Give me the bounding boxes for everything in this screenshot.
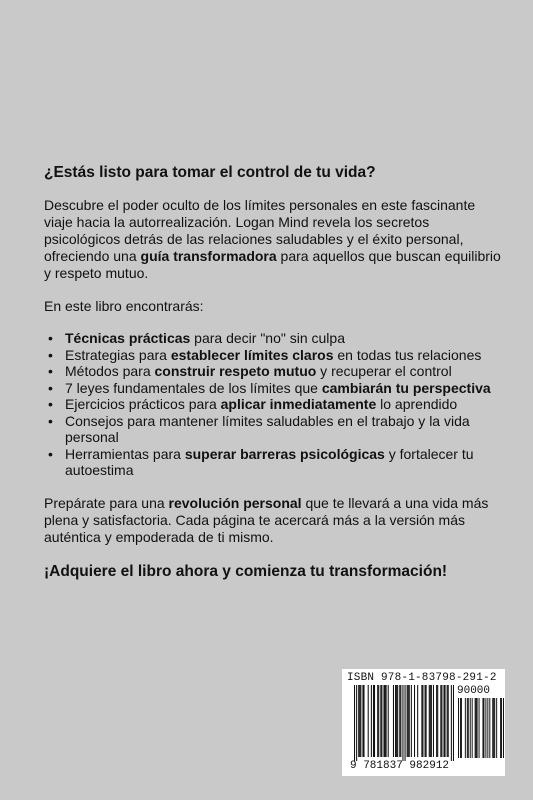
addon-bar bbox=[479, 698, 480, 758]
barcode-bar bbox=[386, 685, 387, 757]
barcode-bar bbox=[407, 685, 408, 757]
barcode-bar bbox=[433, 685, 434, 757]
feature-item bbox=[44, 380, 504, 397]
barcode-bar bbox=[422, 685, 423, 757]
addon-bar bbox=[493, 698, 494, 758]
addon-bar bbox=[460, 698, 461, 758]
barcode-bar bbox=[441, 685, 442, 757]
barcode-bar bbox=[453, 685, 454, 761]
barcode-bar bbox=[378, 685, 379, 757]
cover-text bbox=[44, 163, 504, 581]
text-segment: en todas tus relaciones bbox=[333, 346, 482, 363]
text-segment: Ejercicios prácticos para bbox=[65, 396, 221, 412]
barcode-bar bbox=[402, 685, 403, 761]
barcode-digits: 9 781837 982912 bbox=[350, 760, 450, 772]
text-segment: Estrategias para bbox=[65, 346, 171, 363]
addon-bar bbox=[496, 698, 497, 758]
addon-bar bbox=[487, 698, 488, 758]
barcode-bar bbox=[426, 685, 427, 757]
barcode-bar bbox=[358, 685, 359, 757]
barcode-bar bbox=[445, 685, 446, 757]
barcode-bar bbox=[359, 685, 360, 757]
barcode-bar bbox=[395, 685, 396, 757]
barcode-bar bbox=[383, 685, 384, 757]
barcode-bar bbox=[399, 685, 400, 757]
barcode-bar bbox=[388, 685, 389, 757]
feature-item bbox=[44, 396, 504, 413]
feature-list bbox=[44, 330, 504, 479]
text-segment: Herramientas para bbox=[65, 445, 185, 462]
barcode-bar bbox=[447, 685, 448, 757]
text-segment: que te llevará a una vida más plena y satisfactoria. Cada página te acercará más a la versión más auténtica y empoderada de ti mismo. bbox=[44, 494, 489, 545]
emphasis-text: guía transformadora bbox=[140, 248, 277, 264]
text-segment: Descubre el poder oculto de los límites personales en este fascinante viaje hacia la autorrealización. Logan Mind revela los secretos psicológicos detrás de las relaciones saludables y el éxito personal, ofreciendo una bbox=[44, 197, 476, 264]
addon-bar bbox=[494, 698, 495, 758]
barcode-bar bbox=[377, 685, 378, 757]
addon-bar bbox=[477, 698, 478, 758]
barcode-bar bbox=[430, 685, 431, 757]
barcode-bar bbox=[448, 685, 449, 757]
addon-bar bbox=[475, 698, 476, 758]
isbn-barcode bbox=[342, 669, 505, 776]
barcode-bar bbox=[400, 685, 401, 757]
feature-item bbox=[44, 347, 504, 364]
addon-bar bbox=[485, 698, 486, 758]
feature-item bbox=[44, 446, 504, 479]
addon-bar bbox=[483, 698, 484, 758]
barcode-bar bbox=[443, 685, 444, 757]
emphasis-text: Técnicas prácticas bbox=[65, 330, 191, 346]
barcode-bar bbox=[360, 685, 361, 757]
barcode-bar bbox=[440, 685, 441, 757]
emphasis-text: superar barreras psicológicas bbox=[184, 445, 385, 462]
barcode-bar bbox=[373, 685, 374, 757]
barcode-bar bbox=[408, 685, 409, 757]
barcode-bar bbox=[417, 685, 418, 757]
addon-bar bbox=[467, 698, 468, 758]
text-segment: Métodos para bbox=[65, 363, 155, 379]
headline: ¿Estás listo para tomar el control de tu vida? bbox=[44, 164, 376, 181]
barcode-bar bbox=[405, 685, 406, 761]
text-segment: y recuperar el control bbox=[316, 363, 452, 379]
emphasis-text: aplicar inmediatamente bbox=[220, 396, 377, 412]
isbn-label: ISBN 978-1-83798-291-2 bbox=[347, 672, 497, 684]
ean-barcode-bars bbox=[354, 685, 454, 761]
addon-bar bbox=[492, 698, 493, 758]
addon-bar bbox=[468, 698, 469, 758]
barcode-bar bbox=[414, 685, 415, 757]
barcode-bar bbox=[431, 685, 432, 757]
barcode-bar bbox=[356, 685, 357, 761]
addon-bar bbox=[461, 698, 462, 758]
barcode-bar bbox=[385, 685, 386, 757]
barcode-bar bbox=[374, 685, 375, 757]
addon-bar bbox=[482, 698, 483, 758]
barcode-bar bbox=[354, 685, 355, 761]
barcode-bar bbox=[363, 685, 364, 757]
addon-barcode-bars bbox=[458, 698, 504, 758]
emphasis-text: establecer límites claros bbox=[170, 346, 334, 363]
emphasis-text: cambiarán tu perspectiva bbox=[321, 379, 491, 396]
addon-bar bbox=[476, 698, 477, 758]
addon-bar bbox=[489, 698, 490, 758]
list-intro: En este libro encontrarás: bbox=[44, 298, 204, 314]
barcode-bar bbox=[437, 685, 438, 757]
feature-item bbox=[44, 330, 504, 347]
closing-paragraph bbox=[44, 495, 504, 546]
barcode-bar bbox=[409, 685, 410, 757]
addon-bar bbox=[470, 698, 471, 758]
barcode-bar bbox=[380, 685, 381, 757]
text-segment: 7 leyes fundamentales de los límites que bbox=[65, 379, 322, 396]
price-addon-label: 90000 bbox=[457, 685, 491, 697]
feature-item bbox=[44, 363, 504, 380]
call-to-action: ¡Adquiere el libro ahora y comienza tu transformación! bbox=[44, 562, 448, 580]
text-segment: para decir "no" sin culpa bbox=[190, 330, 345, 346]
text-segment: Consejos para mantener límites saludables en el trabajo y la vida personal bbox=[65, 412, 470, 445]
barcode-bar bbox=[436, 685, 437, 757]
barcode-bar bbox=[421, 685, 422, 757]
barcode-bar bbox=[381, 685, 382, 757]
barcode-bar bbox=[429, 685, 430, 757]
addon-bar bbox=[503, 698, 504, 758]
text-segment: para aquellos que buscan equilibrio y respeto mutuo. bbox=[44, 248, 501, 281]
barcode-bar bbox=[396, 685, 397, 757]
text-segment: y fortalecer tu autoestima bbox=[65, 445, 474, 478]
addon-bar bbox=[458, 698, 459, 758]
text-segment: Prepárate para una bbox=[44, 494, 169, 511]
barcode-bar bbox=[362, 685, 363, 757]
barcode-bar bbox=[371, 685, 372, 757]
barcode-bar bbox=[451, 685, 452, 761]
addon-bar bbox=[465, 698, 466, 758]
emphasis-text: construir respeto mutuo bbox=[154, 363, 317, 379]
barcode-bar bbox=[411, 685, 412, 757]
emphasis-text: revolución personal bbox=[168, 494, 302, 511]
barcode-bar bbox=[397, 685, 398, 757]
addon-bar bbox=[501, 698, 502, 758]
feature-item bbox=[44, 413, 504, 446]
barcode-bar bbox=[393, 685, 394, 757]
barcode-bar bbox=[425, 685, 426, 757]
addon-bar bbox=[472, 698, 473, 758]
addon-bar bbox=[500, 698, 501, 758]
text-segment: lo aprendido bbox=[376, 396, 458, 412]
intro-paragraph bbox=[44, 197, 504, 282]
barcode-bar bbox=[368, 685, 369, 757]
